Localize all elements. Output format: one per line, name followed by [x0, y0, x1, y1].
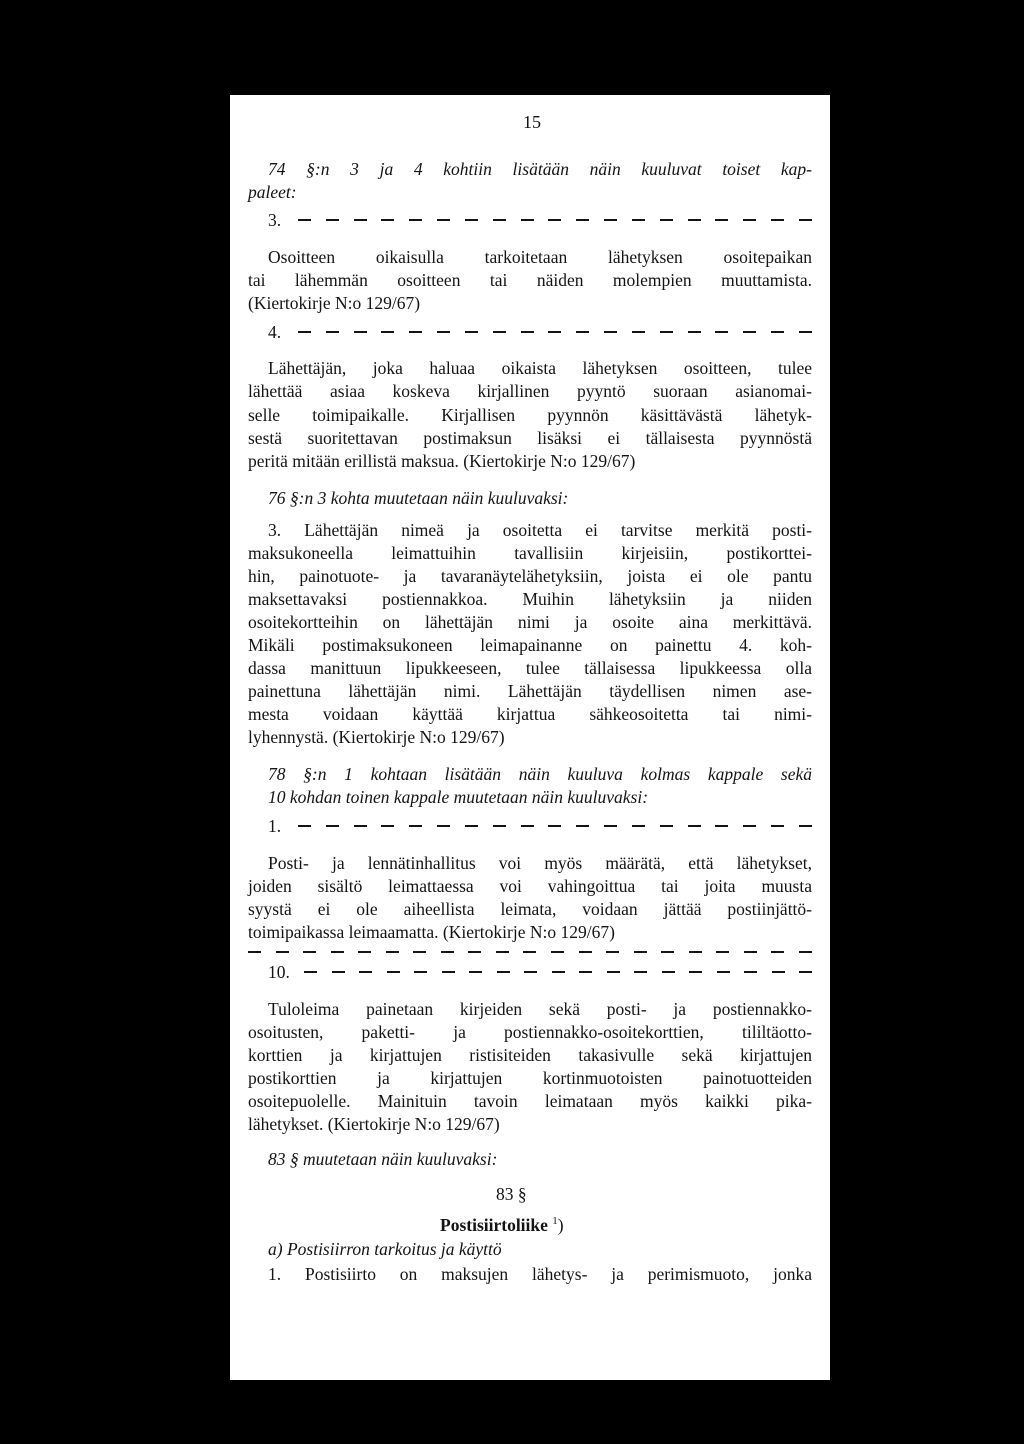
paragraph-line: 3. Lähettäjän nimeä ja osoitetta ei tarvitse merkitä posti- — [268, 520, 812, 540]
dash-mark — [298, 825, 311, 827]
dash-mark — [634, 951, 647, 953]
dash-mark — [326, 219, 339, 221]
dash-mark — [743, 219, 756, 221]
dash-mark — [523, 951, 536, 953]
dash-mark — [634, 971, 647, 973]
dash-mark — [354, 331, 367, 333]
paragraph-line: Lähettäjän, joka haluaa oikaista lähetyksen osoitteen, tulee — [268, 358, 812, 378]
dash-mark — [744, 971, 757, 973]
section-heading: 76 §:n 3 kohta muutetaan näin kuuluvaksi: — [268, 488, 569, 508]
paragraph-line: lyhennystä. (Kiertokirje N:o 129/67) — [248, 727, 505, 747]
dash-mark — [660, 219, 673, 221]
paragraph-line: osoitusten, paketti- ja postiennakko-osoitekorttien, tililtäotto- — [248, 1022, 812, 1042]
dash-mark — [662, 971, 675, 973]
dash-mark — [381, 825, 394, 827]
dash-mark — [548, 331, 561, 333]
dash-mark — [465, 219, 478, 221]
dash-mark — [437, 219, 450, 221]
dash-mark — [551, 951, 564, 953]
paragraph-line: korttien ja kirjattujen ristisiteiden takasivulle sekä kirjattujen — [248, 1045, 812, 1065]
omission-dashes — [304, 961, 812, 983]
dash-mark — [332, 971, 345, 973]
dash-mark — [576, 331, 589, 333]
dash-mark — [607, 971, 620, 973]
dash-mark — [276, 951, 289, 953]
dash-mark — [715, 825, 728, 827]
dash-mark — [771, 219, 784, 221]
section-title: Postisiirtoliike $^1$) — [440, 1214, 564, 1235]
dash-mark — [660, 825, 673, 827]
section-heading: 74 §:n 3 ja 4 kohtiin lisätään näin kuuluvat toiset kap- — [268, 159, 812, 179]
dash-mark — [298, 219, 311, 221]
dash-mark — [689, 951, 702, 953]
dash-mark — [548, 219, 561, 221]
dash-mark — [576, 219, 589, 221]
dash-mark — [606, 951, 619, 953]
dash-mark — [579, 951, 592, 953]
dash-mark — [772, 971, 785, 973]
dash-mark — [717, 971, 730, 973]
paragraph-line: Osoitteen oikaisulla tarkoitetaan lähetyksen osoitepaikan — [268, 247, 812, 267]
dash-mark — [493, 825, 506, 827]
dash-mark — [354, 219, 367, 221]
paragraph-line: maksettavaksi postiennakkoa. Muihin lähetyksiin ja niiden — [248, 589, 812, 609]
paragraph-line: (Kiertokirje N:o 129/67) — [248, 293, 421, 313]
paragraph-line: lähettää asiaa koskeva kirjallinen pyyntö suoraan asianomai- — [248, 381, 812, 401]
omission-dashes — [298, 321, 812, 343]
dash-mark — [496, 951, 509, 953]
dash-mark — [604, 825, 617, 827]
section-heading: 83 § muutetaan näin kuuluvaksi: — [268, 1149, 498, 1169]
subsection-heading: a) Postisiirron tarkoitus ja käyttö — [268, 1239, 502, 1259]
paragraph-line: Mikäli postimaksukoneen leimapainanne on painettu 4. koh- — [248, 635, 812, 655]
dash-mark — [799, 971, 812, 973]
dash-mark — [521, 219, 534, 221]
dash-mark — [604, 331, 617, 333]
dash-mark — [303, 951, 316, 953]
dash-mark — [326, 825, 339, 827]
dash-mark — [442, 971, 455, 973]
dash-mark — [799, 825, 812, 827]
item-number-label: 4. — [268, 322, 282, 342]
section-heading-cont: 10 kohdan toinen kappale muutetaan näin kuuluvaksi: — [268, 787, 649, 807]
dash-mark — [465, 825, 478, 827]
dash-mark — [465, 331, 478, 333]
dash-mark — [660, 331, 673, 333]
dash-mark — [437, 331, 450, 333]
dash-mark — [469, 971, 482, 973]
dash-mark — [358, 951, 371, 953]
paragraph-line: osoitekortteihin on lähettäjän nimi ja osoite aina merkittävä. — [248, 612, 812, 632]
paragraph-line: dassa manittuun lipukkeeseen, tulee tällaisessa lipukkeessa olla — [248, 658, 812, 678]
paragraph-line: 1. Postisiirto on maksujen lähetys- ja perimismuoto, jonka — [268, 1264, 812, 1284]
dash-mark — [354, 825, 367, 827]
dash-mark — [799, 951, 812, 953]
dash-mark — [409, 331, 422, 333]
dash-mark — [524, 971, 537, 973]
dash-mark — [715, 331, 728, 333]
dash-mark — [413, 951, 426, 953]
dash-mark — [468, 951, 481, 953]
paragraph-line: lähetykset. (Kiertokirje N:o 129/67) — [248, 1114, 500, 1134]
paragraph-line: Tuloleima painetaan kirjeiden sekä posti- ja postiennakko- — [268, 999, 812, 1019]
dash-mark — [437, 825, 450, 827]
item-number-label: 1. — [268, 816, 282, 836]
dash-mark — [248, 951, 261, 953]
paragraph-line: hin, painotuote- ja tavaranäytelähetyksiin, joista ei ole pantu — [248, 566, 812, 586]
dash-mark — [771, 951, 784, 953]
dash-mark — [743, 825, 756, 827]
dash-mark — [497, 971, 510, 973]
omission-dashes — [248, 941, 812, 963]
section-number: 83 § — [496, 1184, 527, 1204]
dash-mark — [799, 331, 812, 333]
dash-mark — [298, 331, 311, 333]
dash-mark — [716, 951, 729, 953]
paragraph-line: sestä suoritettavan postimaksun lisäksi ei tällaisesta pyynnöstä — [248, 428, 812, 448]
paragraph-line: joiden sisältö leimattaessa voi vahingoittua tai joita muusta — [248, 876, 812, 896]
dash-mark — [521, 825, 534, 827]
section-heading: 78 §:n 1 kohtaan lisätään näin kuuluva kolmas kappale sekä — [268, 764, 812, 784]
paragraph-line: painettuna lähettäjän nimi. Lähettäjän täydellisen nimen ase- — [248, 681, 812, 701]
section-title-text: Postisiirtoliike — [440, 1214, 548, 1235]
dash-mark — [409, 825, 422, 827]
item-number-label: 10. — [268, 962, 290, 982]
omission-dashes — [298, 815, 812, 837]
dash-mark — [688, 331, 701, 333]
dash-mark — [381, 331, 394, 333]
dash-mark — [552, 971, 565, 973]
paragraph-line: tai lähemmän osoitteen tai näiden molempien muuttamista. — [248, 270, 812, 290]
dash-mark — [744, 951, 757, 953]
dash-mark — [715, 219, 728, 221]
dash-mark — [381, 219, 394, 221]
dash-mark — [632, 219, 645, 221]
paragraph-line: mesta voidaan käyttää kirjattua sähkeosoitetta tai nimi- — [248, 704, 812, 724]
dash-mark — [632, 825, 645, 827]
dash-mark — [689, 971, 702, 973]
dash-mark — [326, 331, 339, 333]
dash-mark — [632, 331, 645, 333]
dash-mark — [386, 951, 399, 953]
dash-mark — [743, 331, 756, 333]
dash-mark — [771, 825, 784, 827]
paragraph-line: osoitepuolelle. Mainituin tavoin leimataan myös kaikki pika- — [248, 1091, 812, 1111]
paragraph-line: peritä mitään erillistä maksua. (Kiertokirje N:o 129/67) — [248, 451, 636, 471]
paragraph-line: syystä ei ole aiheellista leimata, voidaan jättää postiinjättö- — [248, 899, 812, 919]
dash-mark — [331, 951, 344, 953]
item-number-label: 3. — [268, 210, 282, 230]
paragraph-line: selle toimipaikalle. Kirjallisen pyynnön käsittävästä lähetyk- — [248, 405, 812, 425]
dash-mark — [771, 331, 784, 333]
dash-mark — [387, 971, 400, 973]
dash-mark — [604, 219, 617, 221]
dash-mark — [441, 951, 454, 953]
dash-mark — [688, 825, 701, 827]
dash-mark — [493, 219, 506, 221]
dash-mark — [661, 951, 674, 953]
page-number: 15 — [523, 112, 541, 132]
dash-mark — [493, 331, 506, 333]
dash-mark — [304, 971, 317, 973]
dash-mark — [521, 331, 534, 333]
paragraph-line: toimipaikassa leimaamatta. (Kiertokirje N:o 129/67) — [248, 922, 615, 942]
paragraph-line: postikorttien ja kirjattujen kortinmuotoisten painotuotteiden — [248, 1068, 812, 1088]
dash-mark — [414, 971, 427, 973]
dash-mark — [359, 971, 372, 973]
section-heading-cont: paleet: — [248, 182, 297, 202]
omission-dashes — [298, 209, 812, 231]
dash-mark — [579, 971, 592, 973]
dash-mark — [799, 219, 812, 221]
dash-mark — [576, 825, 589, 827]
dash-mark — [409, 219, 422, 221]
dash-mark — [688, 219, 701, 221]
paragraph-line: Posti- ja lennätinhallitus voi myös määrätä, että lähetykset, — [268, 853, 812, 873]
paragraph-line: maksukoneella leimattuihin tavallisiin kirjeisiin, postikorttei- — [248, 543, 812, 563]
dash-mark — [548, 825, 561, 827]
footnote-mark: 1 — [552, 1215, 558, 1227]
